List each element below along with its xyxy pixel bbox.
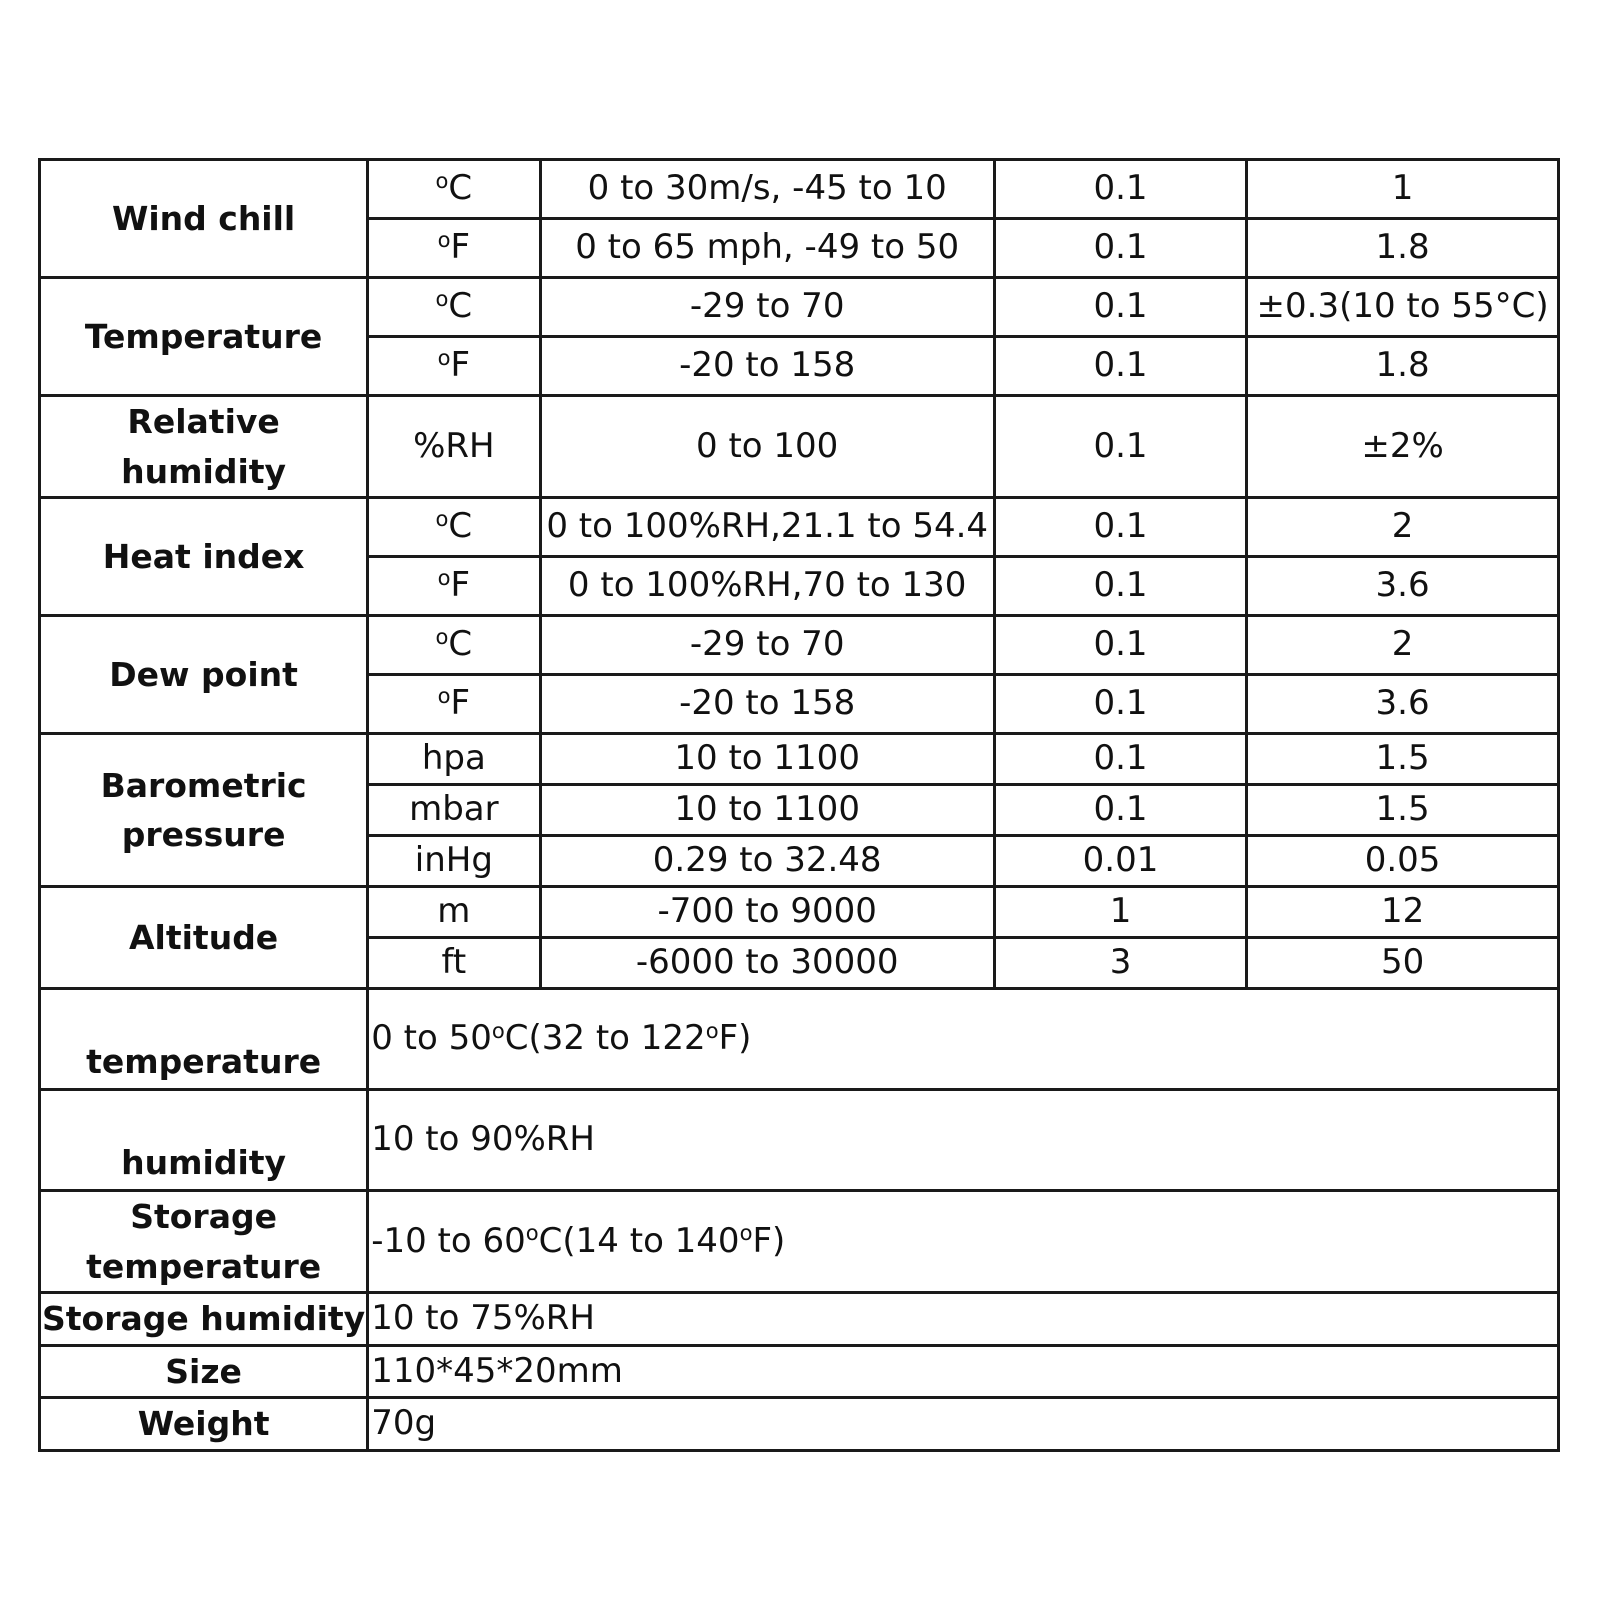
accuracy-cell: 3.6 xyxy=(1247,675,1559,734)
operating-temperature-label: temperature xyxy=(40,989,368,1090)
accuracy-cell: 2 xyxy=(1247,616,1559,675)
size-label: Size xyxy=(40,1345,368,1398)
accuracy-cell: 1.8 xyxy=(1247,337,1559,396)
wind-chill-label: Wind chill xyxy=(40,160,368,278)
resolution-cell: 0.1 xyxy=(994,734,1246,785)
table-row xyxy=(40,1345,1559,1398)
accuracy-cell: 0.05 xyxy=(1247,836,1559,887)
table-row xyxy=(40,396,1559,498)
range-cell: 0 to 100%RH,70 to 130 xyxy=(540,557,994,616)
storage-temperature-value: -10 to 60$^o$C(14 to 140$^o$F) xyxy=(368,1191,1559,1293)
size-value: 110*45*20mm xyxy=(368,1345,1559,1398)
resolution-cell: 0.1 xyxy=(994,557,1246,616)
weight-label: Weight xyxy=(40,1398,368,1451)
heat-index-label: Heat index xyxy=(40,498,368,616)
range-cell: 0 to 30m/s, -45 to 10 xyxy=(540,160,994,219)
operating-humidity-label: humidity xyxy=(40,1090,368,1191)
range-cell: -6000 to 30000 xyxy=(540,938,994,989)
unit-cell: $^o$C xyxy=(368,160,540,219)
table-row xyxy=(40,887,1559,938)
resolution-cell: 0.1 xyxy=(994,498,1246,557)
table-row xyxy=(40,1398,1559,1451)
range-cell: -20 to 158 xyxy=(540,337,994,396)
resolution-cell: 0.1 xyxy=(994,396,1246,498)
altitude-label: Altitude xyxy=(40,887,368,989)
resolution-cell: 1 xyxy=(994,887,1246,938)
accuracy-cell: 2 xyxy=(1247,498,1559,557)
range-cell: 10 to 1100 xyxy=(540,785,994,836)
range-cell: -20 to 158 xyxy=(540,675,994,734)
unit-cell: $^o$C xyxy=(368,278,540,337)
resolution-cell: 0.1 xyxy=(994,278,1246,337)
range-cell: -29 to 70 xyxy=(540,616,994,675)
unit-cell: %RH xyxy=(368,396,540,498)
resolution-cell: 0.1 xyxy=(994,160,1246,219)
range-cell: 0 to 100%RH,21.1 to 54.4 xyxy=(540,498,994,557)
unit-cell: $^o$C xyxy=(368,616,540,675)
storage-humidity-value: 10 to 75%RH xyxy=(368,1293,1559,1346)
resolution-cell: 3 xyxy=(994,938,1246,989)
accuracy-cell: ±2% xyxy=(1247,396,1559,498)
relative-humidity-label: Relative humidity xyxy=(40,396,368,498)
storage-temperature-label: Storage temperature xyxy=(40,1191,368,1293)
resolution-cell: 0.1 xyxy=(994,675,1246,734)
range-cell: 0 to 100 xyxy=(540,396,994,498)
unit-cell: inHg xyxy=(368,836,540,887)
storage-humidity-label: Storage humidity xyxy=(40,1293,368,1346)
table-row xyxy=(40,1191,1559,1293)
accuracy-cell: 3.6 xyxy=(1247,557,1559,616)
accuracy-cell: 1.5 xyxy=(1247,734,1559,785)
resolution-cell: 0.1 xyxy=(994,219,1246,278)
barometric-pressure-label: Barometric pressure xyxy=(40,734,368,887)
unit-cell: $^o$C xyxy=(368,498,540,557)
table-row xyxy=(40,1293,1559,1346)
unit-cell: $^o$F xyxy=(368,675,540,734)
table-row xyxy=(40,616,1559,675)
range-cell: -700 to 9000 xyxy=(540,887,994,938)
operating-temperature-value: 0 to 50$^o$C(32 to 122$^o$F) xyxy=(368,989,1559,1090)
unit-cell: $^o$F xyxy=(368,219,540,278)
accuracy-cell: 1.8 xyxy=(1247,219,1559,278)
table-row xyxy=(40,989,1559,1090)
range-cell: -29 to 70 xyxy=(540,278,994,337)
temperature-label: Temperature xyxy=(40,278,368,396)
unit-cell: mbar xyxy=(368,785,540,836)
accuracy-cell: ±0.3(10 to 55°C) xyxy=(1247,278,1559,337)
table-row xyxy=(40,1090,1559,1191)
unit-cell: $^o$F xyxy=(368,557,540,616)
spec-table xyxy=(38,158,1560,1452)
table-row xyxy=(40,278,1559,337)
dew-point-label: Dew point xyxy=(40,616,368,734)
resolution-cell: 0.1 xyxy=(994,337,1246,396)
unit-cell: ft xyxy=(368,938,540,989)
accuracy-cell: 12 xyxy=(1247,887,1559,938)
operating-humidity-value: 10 to 90%RH xyxy=(368,1090,1559,1191)
accuracy-cell: 50 xyxy=(1247,938,1559,989)
unit-cell: m xyxy=(368,887,540,938)
unit-cell: $^o$F xyxy=(368,337,540,396)
accuracy-cell: 1 xyxy=(1247,160,1559,219)
unit-cell: hpa xyxy=(368,734,540,785)
resolution-cell: 0.1 xyxy=(994,785,1246,836)
range-cell: 0.29 to 32.48 xyxy=(540,836,994,887)
accuracy-cell: 1.5 xyxy=(1247,785,1559,836)
table-row xyxy=(40,498,1559,557)
range-cell: 0 to 65 mph, -49 to 50 xyxy=(540,219,994,278)
range-cell: 10 to 1100 xyxy=(540,734,994,785)
table-row xyxy=(40,160,1559,219)
table-row xyxy=(40,734,1559,785)
weight-value: 70g xyxy=(368,1398,1559,1451)
resolution-cell: 0.1 xyxy=(994,616,1246,675)
resolution-cell: 0.01 xyxy=(994,836,1246,887)
